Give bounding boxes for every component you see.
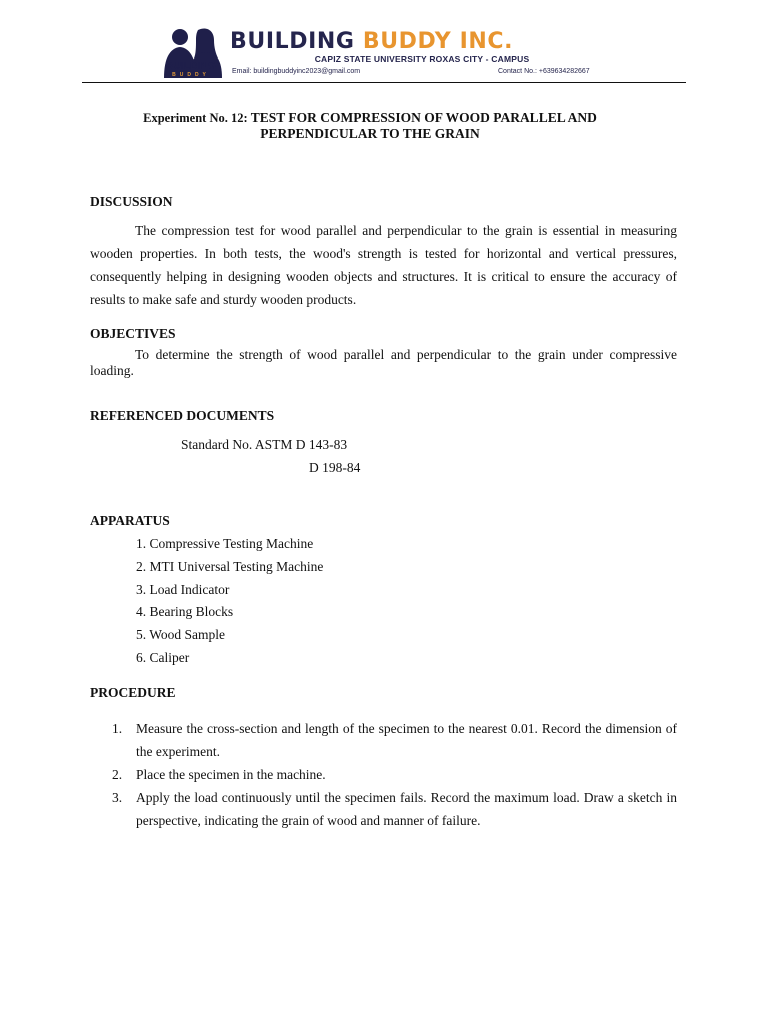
experiment-label: Experiment No. 12:	[143, 111, 248, 125]
apparatus-item: 1. Compressive Testing Machine	[136, 536, 314, 551]
procedure-step-text: Place the specimen in the machine.	[136, 767, 326, 782]
apparatus-item: 6. Caliper	[136, 650, 190, 665]
referenced-documents-heading: REFERENCED DOCUMENTS	[90, 408, 275, 423]
document-title	[100, 110, 640, 142]
logo-word: BUILDING	[166, 61, 216, 72]
procedure-step-text: Measure the cross-section and length of the specimen to the nearest 0.01. Record the dimension of the experiment.	[136, 721, 677, 759]
objectives-text: To determine the strength of wood parallel and perpendicular to the grain under compressive loading.	[90, 347, 677, 378]
procedure-step-number: 1.	[112, 721, 123, 736]
title-line2: PERPENDICULAR TO THE GRAIN	[260, 126, 480, 141]
discussion-heading: DISCUSSION	[90, 194, 173, 209]
discussion-text: The compression test for wood parallel and perpendicular to the grain is essential in measuring wooden properties. In both tests, the wood's strength is tested for horizontal and vertical pressures, consequently helping in designing wooden objects and structures. It is critical to ensure the accuracy of results to make safe and sturdy wooden products.	[90, 223, 677, 307]
standard-line-2: D 198-84	[309, 460, 361, 475]
procedure-heading: PROCEDURE	[90, 685, 176, 700]
company-name-part1: BUILDING	[230, 29, 363, 54]
company-name-part2: BUDDY INC.	[362, 29, 514, 54]
standard-line-1: Standard No. ASTM D 143-83	[181, 437, 348, 452]
objectives-heading: OBJECTIVES	[90, 326, 176, 341]
logo-subword: BUDDY	[172, 72, 210, 78]
apparatus-item: 2. MTI Universal Testing Machine	[136, 559, 324, 574]
header-divider	[82, 82, 686, 83]
procedure-step-number: 3.	[112, 790, 123, 805]
contact-line: Contact No.: +639634282667	[498, 68, 590, 75]
company-name	[230, 29, 513, 55]
apparatus-heading: APPARATUS	[90, 513, 170, 528]
campus-line: CAPIZ STATE UNIVERSITY ROXAS CITY - CAMPUS	[314, 54, 530, 64]
apparatus-item: 4. Bearing Blocks	[136, 604, 234, 619]
apparatus-item: 5. Wood Sample	[136, 627, 226, 642]
email-line: Email: buildingbuddyinc2023@gmail.com	[232, 68, 361, 75]
apparatus-item: 3. Load Indicator	[136, 582, 230, 597]
title-line1: TEST FOR COMPRESSION OF WOOD PARALLEL AND	[250, 110, 597, 125]
procedure-step-number: 2.	[112, 767, 123, 782]
procedure-step-text: Apply the load continuously until the specimen fails. Record the maximum load. Draw a sketch in perspective, indicating the grain of wood and manner of failure.	[136, 790, 677, 828]
